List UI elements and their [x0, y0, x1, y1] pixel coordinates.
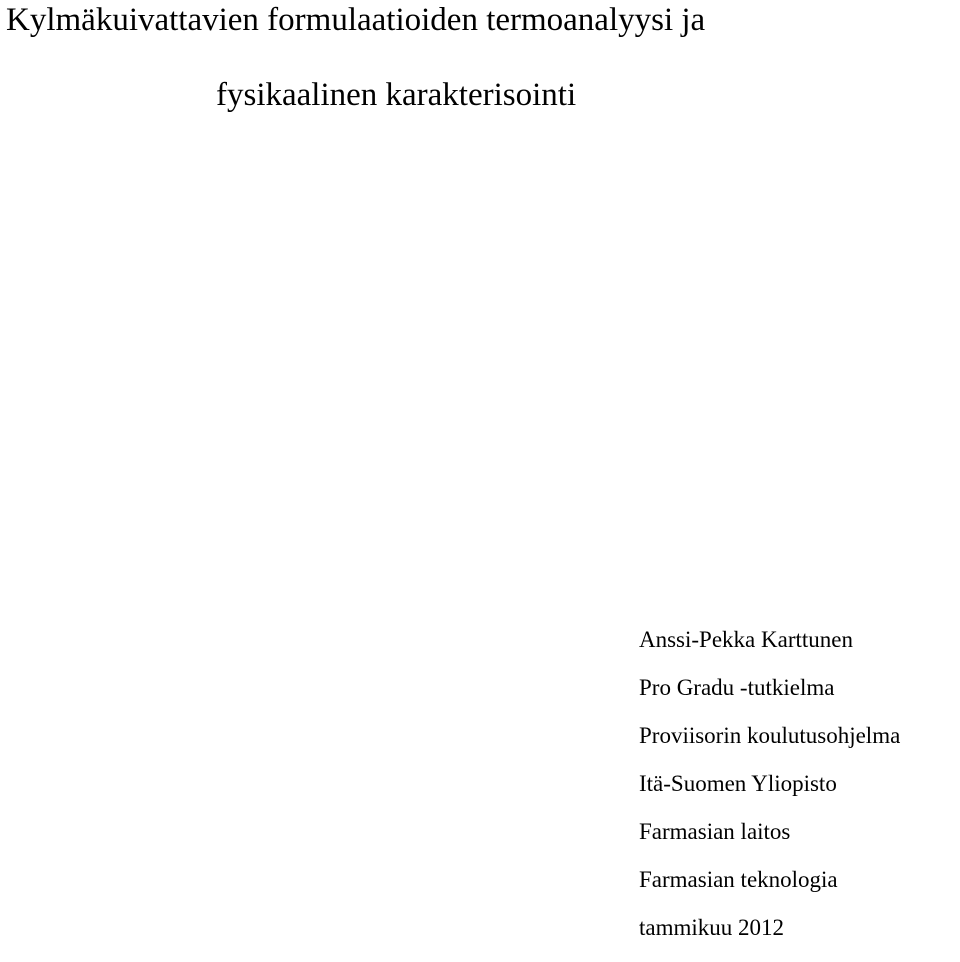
university-name: Itä-Suomen Yliopisto [639, 771, 837, 796]
document-title-line-2: fysikaalinen karakterisointi [216, 77, 577, 113]
degree-program: Proviisorin koulutusohjelma [639, 723, 901, 748]
thesis-info-block [639, 626, 960, 962]
department-name: Farmasian laitos [639, 819, 791, 844]
thesis-type: Pro Gradu -tutkielma [639, 675, 835, 700]
document-title-line-1: Kylmäkuivattavien formulaatioiden termoanalyysi ja [6, 2, 706, 38]
author-name: Anssi-Pekka Karttunen [639, 627, 853, 652]
submission-date: tammikuu 2012 [639, 915, 785, 940]
subject-name: Farmasian teknologia [639, 867, 838, 892]
